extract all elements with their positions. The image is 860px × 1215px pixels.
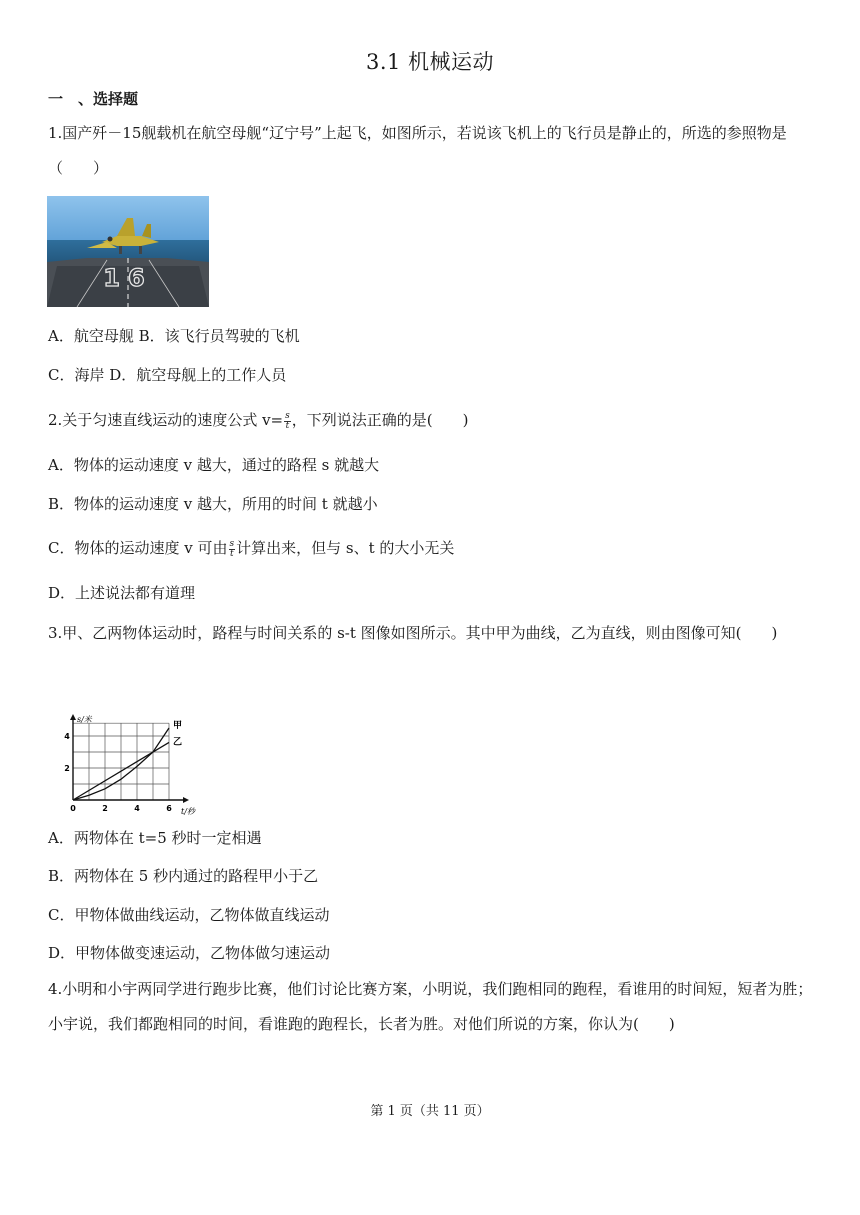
section-heading: 一 、选择题: [48, 90, 139, 108]
question-1-option-ab: A．航空母舰 B．该飞行员驾驶的飞机: [48, 327, 300, 345]
series-jia-label: 甲: [173, 721, 183, 731]
carrier-jet-photo: [47, 196, 209, 307]
question-3-option-b: B．两物体在 5 秒内通过的路程甲小于乙: [48, 867, 319, 885]
series-yi-label: 乙: [173, 737, 183, 748]
question-3-stem: 3.甲、乙两物体运动时，路程与时间关系的 s-t 图像如图所示。其中甲为曲线，乙为直线，则由图像可知( ): [48, 624, 778, 642]
question-2-stem-before: 2.关于匀速直线运动的速度公式 v=: [48, 411, 284, 429]
question-3-option-a: A．两物体在 t=5 秒时一定相遇: [48, 829, 262, 847]
question-2-stem-after: ，下列说法正确的是( ): [291, 411, 469, 429]
question-2-stem: [48, 410, 468, 431]
question-2-option-a: A．物体的运动速度 v 越大，通过的路程 s 就越大: [48, 456, 380, 474]
y-axis-label: s/米: [77, 715, 92, 724]
st-graph: [57, 698, 217, 816]
option-c-before: C．物体的运动速度 v 可由: [48, 539, 228, 557]
fraction-numerator: s: [229, 538, 235, 549]
fraction-denominator: t: [285, 420, 290, 431]
deck-number-text: 16: [103, 264, 153, 292]
question-2-option-b: B．物体的运动速度 v 越大，所用的时间 t 就越小: [48, 495, 378, 513]
y-tick-label: 2: [64, 764, 70, 773]
question-2-option-d: D．上述说法都有道理: [48, 584, 196, 602]
y-axis-arrow-icon: [70, 714, 76, 720]
x-tick-label: 2: [102, 804, 108, 813]
question-2-option-c: [48, 538, 454, 559]
x-tick-label: 4: [134, 804, 140, 813]
question-4-stem: 4.小明和小宇两同学进行跑步比赛，他们讨论比赛方案，小明说，我们跑相同的跑程，看谁用的时间短，短者为胜；小宇说，我们都跑相同的时间，看谁跑的跑程长，长者为胜。对他们所说的方案，你认为( ): [48, 980, 813, 1033]
fraction-denominator: t: [230, 548, 234, 559]
x-tick-label: 0: [70, 804, 76, 813]
velocity-fraction: [229, 540, 236, 559]
question-3-option-c: C．甲物体做曲线运动，乙物体做直线运动: [48, 906, 330, 924]
option-c-after: 计算出来，但与 s、t 的大小无关: [236, 539, 455, 557]
y-tick-label: 4: [64, 732, 70, 741]
question-1-option-cd: C．海岸 D．航空母舰上的工作人员: [48, 366, 287, 384]
x-axis-arrow-icon: [183, 797, 189, 803]
question-1-stem: 1.国产歼－15舰载机在航空母舰“辽宁号”上起飞，如图所示，若说该飞机上的飞行员是静止的，所选的参照物是（ ）: [48, 124, 787, 177]
page-footer: 第 1 页（共 11 页）: [370, 1104, 490, 1119]
question-3-option-d: D．甲物体做变速运动，乙物体做匀速运动: [48, 944, 331, 962]
x-tick-label: 6: [166, 804, 172, 813]
page-title: 3.1 机械运动: [365, 50, 495, 74]
fraction-numerator: s: [285, 410, 290, 421]
velocity-fraction: [284, 412, 291, 431]
x-axis-label: t/秒: [181, 807, 195, 816]
